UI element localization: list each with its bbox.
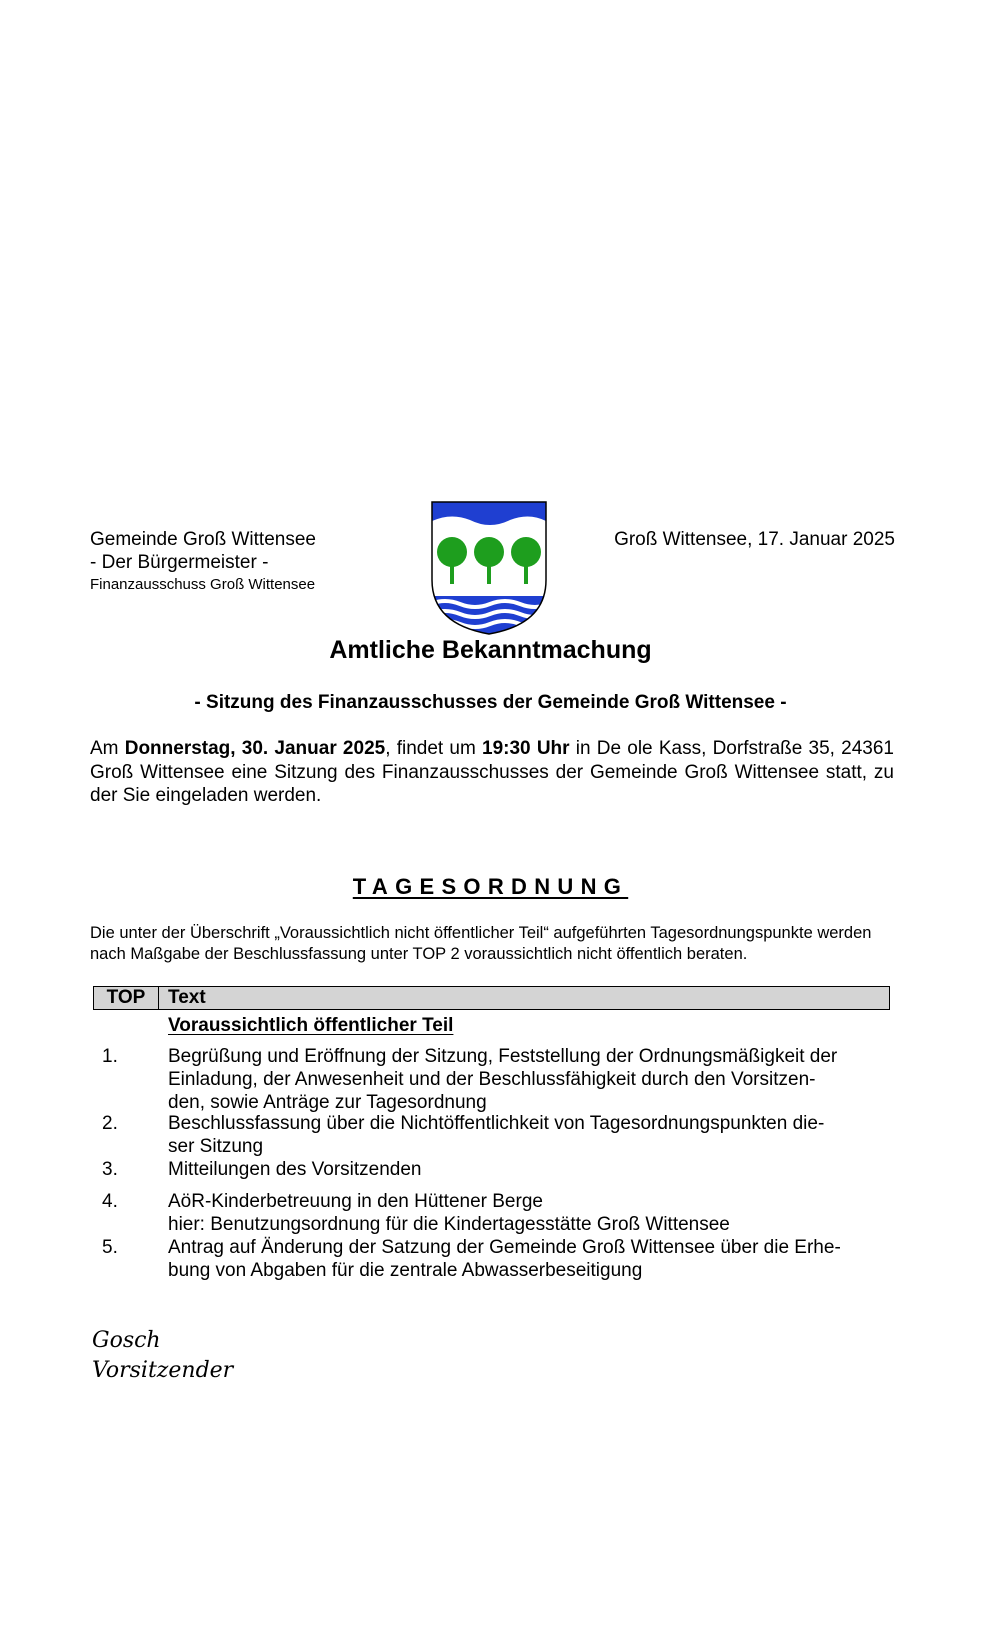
agenda-item-text: Antrag auf Änderung der Satzung der Gemeinde Groß Wittensee über die Erhe- bung von Abgaben für die zentrale Abwasserbeseitigung [168, 1237, 841, 1281]
document-date: Groß Wittensee, 17. Januar 2025 [614, 529, 895, 550]
agenda-item-number: 1. [102, 1046, 118, 1067]
meeting-time: 19:30 Uhr [482, 738, 570, 759]
agenda-heading: TAGESORDNUNG [352, 874, 629, 899]
municipal-coat-of-arms-icon [430, 500, 548, 636]
section-heading-public: Voraussichtlich öffentlicher Teil [168, 1015, 454, 1036]
sender-committee: Finanzausschuss Groß Wittensee [90, 576, 316, 593]
intro-text-3: in De ole Kass, Dorfstraße 35, 24361 Groß Wittensee eine Sitzung des Finanzausschusses der Gemeinde Groß Wittensee statt, zu der Sie eingeladen werden. [90, 738, 894, 806]
agenda-note: Die unter der Überschrift „Voraussichtlich nicht öffentlicher Teil“ aufgeführten Tagesordnungspunkte werden nach Maßgabe der Beschlussfassung unter TOP 2 voraussichtlich nicht öffentlich beraten. [90, 924, 872, 963]
agenda-item-number: 3. [102, 1159, 118, 1180]
meeting-date: Donnerstag, 30. Januar 2025 [124, 738, 386, 759]
sender-block [90, 528, 316, 596]
invitation-paragraph [90, 737, 894, 808]
intro-text-2: , findet um [385, 738, 483, 759]
column-header-text: Text [168, 987, 206, 1008]
sender-municipality: Gemeinde Groß Wittensee [90, 529, 316, 550]
signature-name: Gosch [92, 1328, 161, 1353]
agenda-item-number: 4. [102, 1191, 118, 1212]
agenda-item-text: Mitteilungen des Vorsitzenden [168, 1159, 422, 1180]
document-title: Amtliche Bekanntmachung [329, 636, 652, 664]
signature-role: Vorsitzender [92, 1358, 234, 1383]
agenda-item-text: Beschlussfassung über die Nichtöffentlichkeit von Tagesordnungspunkten die- ser Sitzung [168, 1113, 825, 1157]
sender-office: - Der Bürgermeister - [90, 552, 269, 573]
agenda-item-number: 5. [102, 1237, 118, 1258]
agenda-table-header [93, 986, 890, 1010]
document-subtitle: - Sitzung des Finanzausschusses der Gemeinde Groß Wittensee - [194, 692, 787, 713]
column-header-top: TOP [94, 987, 159, 1009]
agenda-item-text: AöR-Kinderbetreuung in den Hüttener Berge hier: Benutzungsordnung für die Kindertagesstätte Groß Wittensee [168, 1191, 730, 1235]
agenda-item-text: Begrüßung und Eröffnung der Sitzung, Feststellung der Ordnungsmäßigkeit der Einladung, der Anwesenheit und der Beschlussfähigkeit durch den Vorsitzen- den, sowie Anträge zur Tagesordnung [168, 1046, 838, 1113]
intro-text-1: Am [90, 738, 125, 759]
agenda-item-number: 2. [102, 1113, 118, 1134]
